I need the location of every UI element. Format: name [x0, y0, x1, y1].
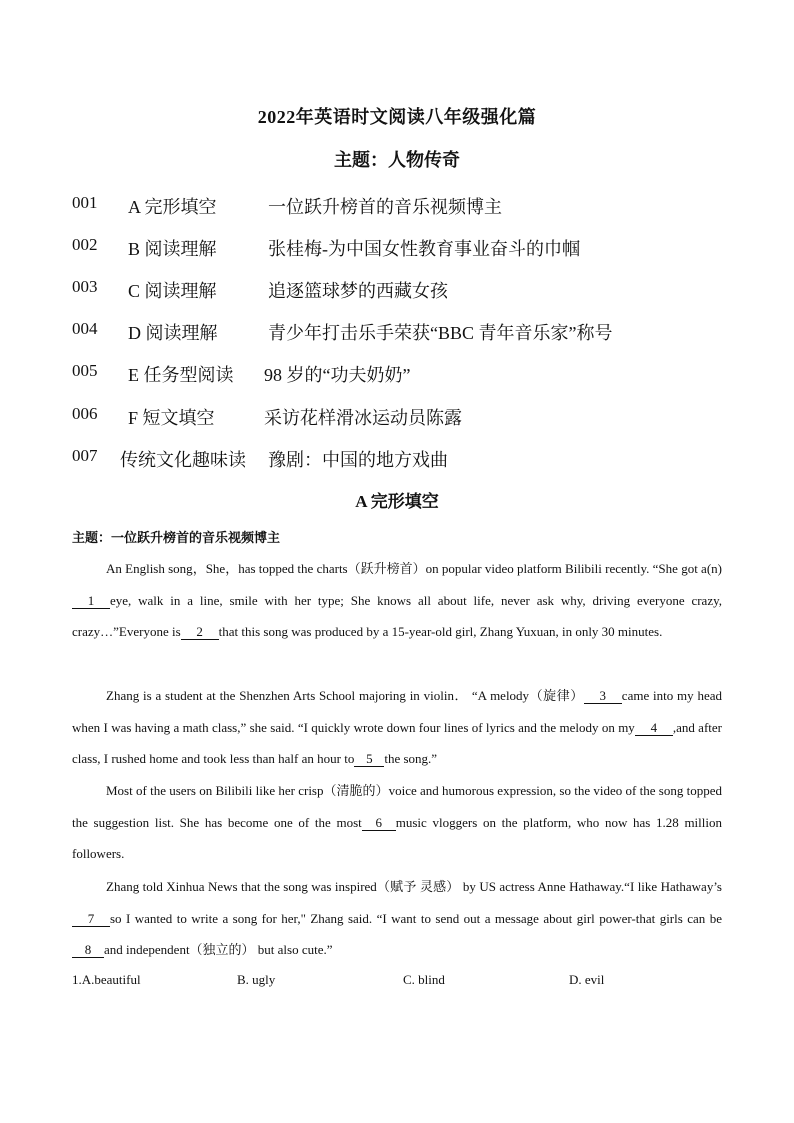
toc-topic: 一位跃升榜首的音乐视频博主: [268, 197, 502, 217]
document-subtitle: 主题：人物传奇: [334, 150, 460, 170]
blank-8: 8: [72, 942, 104, 958]
toc-number: 002: [72, 235, 98, 254]
toc-number: 003: [72, 277, 98, 296]
passage-text: music vloggers on the platform, who now has 1.28 million followers.: [72, 814, 723, 861]
passage-text: the song.”: [384, 751, 438, 766]
passage-text: came into my head when I was having a math class,” she said. “I quickly wrote down four lines of lyrics and the melody on my: [72, 688, 722, 735]
passage-paragraph: [72, 775, 722, 870]
option-b: B. ugly: [237, 972, 276, 987]
passage-text: Zhang is a student at the Shenzhen Arts School majoring in violin． “A melody（旋律）: [106, 688, 584, 703]
toc-topic: 豫剧：中国的地方戏曲: [268, 450, 448, 470]
passage-text: An English song，She，has topped the charts（跃升榜首）on popular video platform Bilibili recently. “She got a(n): [106, 561, 722, 576]
toc-section: D 阅读理解: [128, 323, 218, 343]
blank-7: 7: [72, 911, 110, 927]
toc-number: 007: [72, 446, 98, 465]
passage-text: that this song was produced by a 15-year-old girl, Zhang Yuxuan, in only 30 minutes.: [218, 624, 663, 639]
toc-topic: 青少年打击乐手荣获“BBC 青年音乐家”称号: [268, 323, 613, 343]
toc-section: F 短文填空: [128, 408, 215, 428]
toc-section: 传统文化趣味读: [120, 450, 246, 470]
passage-paragraph: [72, 553, 722, 648]
toc-topic: 追逐篮球梦的西藏女孩: [268, 281, 448, 301]
blank-2: 2: [181, 624, 219, 640]
toc-topic: 采访花样滑冰运动员陈露: [264, 408, 462, 428]
blank-4: 4: [635, 720, 673, 736]
toc-section: E 任务型阅读: [128, 365, 234, 385]
toc-number: 005: [72, 361, 98, 380]
toc-topic: 98 岁的“功夫奶奶”: [264, 365, 411, 385]
option-a: 1.A.beautiful: [72, 972, 141, 987]
option-c: C. blind: [403, 972, 445, 987]
toc-topic: 张桂梅-为中国女性教育事业奋斗的巾帼: [268, 239, 580, 259]
blank-1: 1: [72, 593, 110, 609]
passage-paragraph: [72, 680, 722, 775]
blank-6: 6: [362, 815, 396, 831]
blank-3: 3: [584, 688, 622, 704]
blank-5: 5: [354, 751, 384, 767]
toc-section: C 阅读理解: [128, 281, 217, 301]
passage-text: so I wanted to write a song for her," Zhang said. “I want to send out a message about girl power-that girls can be: [110, 910, 722, 926]
passage-text: ,and after class, I rushed home and took less than half an hour to: [72, 719, 722, 766]
section-heading: A 完形填空: [355, 492, 439, 511]
document-title: 2022年英语时文阅读八年级强化篇: [257, 107, 537, 127]
theme-line: 主题：一位跃升榜首的音乐视频博主: [72, 530, 281, 545]
toc-number: 004: [72, 319, 98, 338]
passage-text: and independent（独立的） but also cute.”: [104, 942, 333, 957]
passage-text: eye, walk in a line, smile with her type; She knows all about life, never ask why, driving everyone crazy, crazy…”Everyone is: [72, 592, 722, 639]
toc-number: 001: [72, 193, 98, 212]
option-d: D. evil: [569, 972, 605, 987]
toc-section: B 阅读理解: [128, 239, 217, 259]
toc-section: A 完形填空: [128, 197, 217, 217]
passage-text: Most of the users on Bilibili like her crisp（清脆的）voice and humorous expression, so the video of the song topped the suggestion list. She has become one of the most: [72, 783, 722, 830]
passage-paragraph: [72, 871, 722, 966]
passage-text: Zhang told Xinhua News that the song was inspired（赋予 灵感） by US actress Anne Hathaway.“I like Hathaway’s: [106, 879, 722, 894]
toc-number: 006: [72, 404, 98, 423]
